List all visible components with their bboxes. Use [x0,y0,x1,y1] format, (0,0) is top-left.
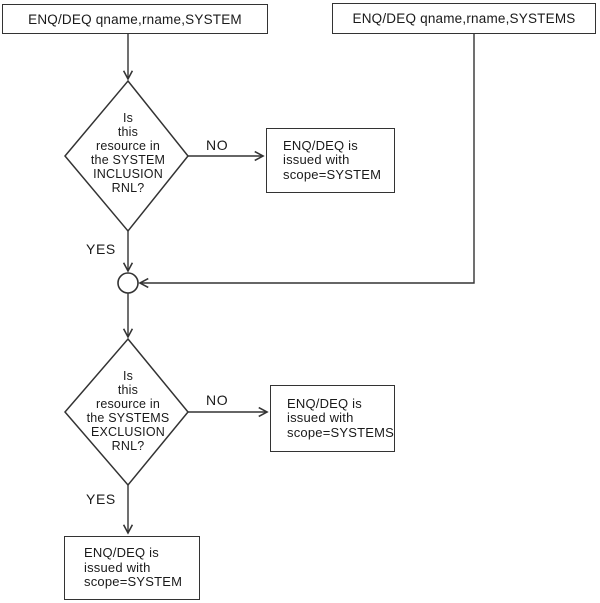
result-box-scope-system-2 [64,536,200,600]
result1-line: ENQ/DEQ is [283,137,358,153]
result2-line: issued with [287,410,354,426]
terminal-box-systems-label: ENQ/DEQ qname,rname,SYSTEMS [352,11,576,26]
result1-line: issued with [283,152,350,168]
decision1-line: Is [122,111,134,125]
result3-line: scope=SYSTEM [84,574,183,590]
edge-label-yes-2: YES [86,491,116,507]
decision2-line: the SYSTEMS [86,411,170,425]
result2-line: ENQ/DEQ is [287,395,362,411]
decision2-line: this [117,383,139,397]
terminal-box-systems [332,3,596,34]
result-box-scope-system-1 [266,128,395,193]
connector-circle [118,273,138,293]
decision1-text [53,111,203,195]
result1-line: scope=SYSTEM [283,166,382,182]
decision2-line: Is [122,369,134,383]
result3-line: ENQ/DEQ is [84,545,159,561]
result-box-scope-systems [270,385,395,452]
decision1-line: the SYSTEM [90,153,166,167]
decision1-line: RNL? [111,181,145,195]
decision1-line: resource in [95,139,161,153]
terminal-box-system-label: ENQ/DEQ qname,rname,SYSTEM [28,11,242,27]
result3-line: issued with [84,559,151,575]
decision2-line: EXCLUSION [90,425,166,439]
result2-line: scope=SYSTEMS [287,424,395,440]
decision1-line: INCLUSION [93,167,163,181]
decision2-line: RNL? [111,439,145,453]
edge-label-yes-1: YES [86,241,116,257]
decision2-line: resource in [95,397,161,411]
edge-label-no-1: NO [206,137,229,153]
decision2-text [53,369,203,453]
terminal-box-system [2,4,268,34]
decision1-line: this [117,125,139,139]
edge-label-no-2: NO [206,392,229,408]
